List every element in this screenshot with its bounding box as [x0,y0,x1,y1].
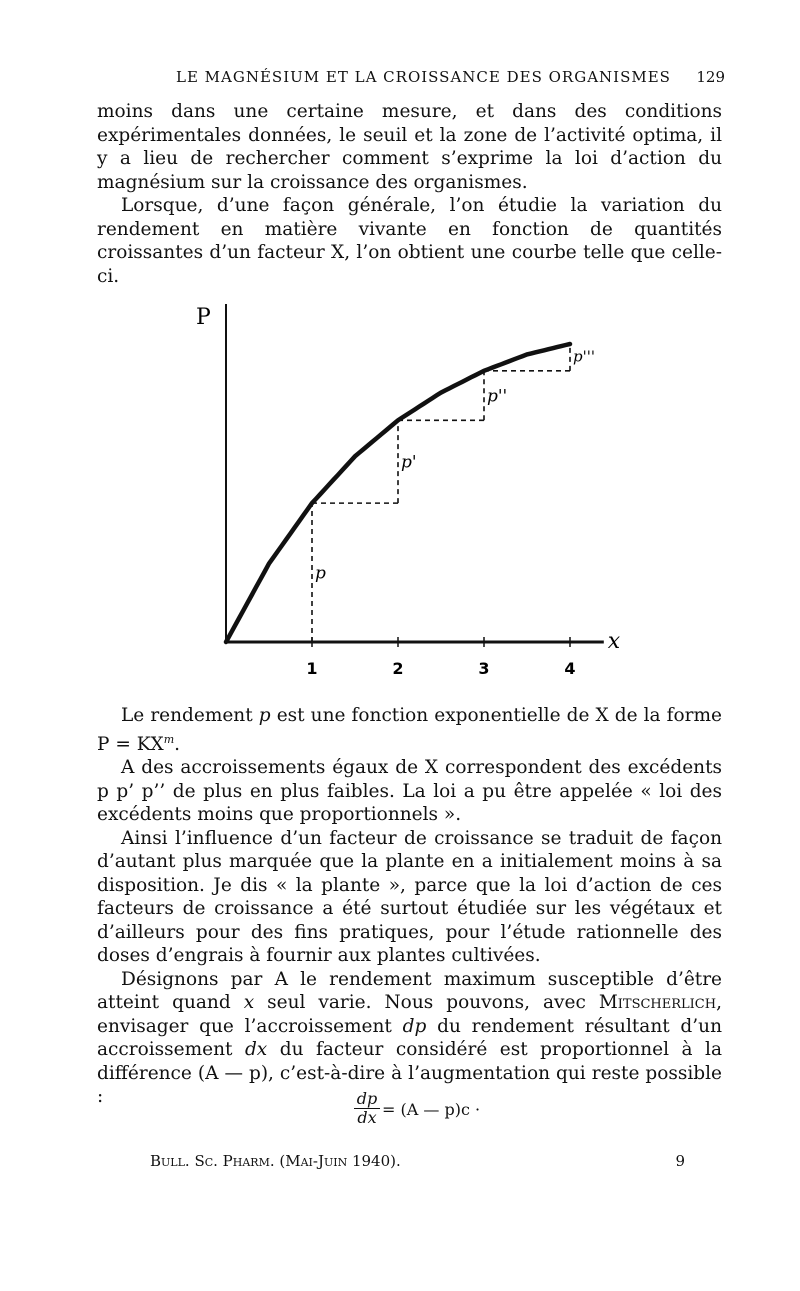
x-tick-label: 3 [478,659,490,678]
p3-part-c: . [174,733,181,755]
p6-part-d: du rendement résultant d’un accroissement [97,1015,722,1061]
p3-part-b: est une fonction exponentielle de X de la forme P = KX [97,705,722,755]
p6-part-c: , envisager que l’accroissement [97,992,722,1037]
p6-part-e: du facteur considéré est proportionnel à la différence (A — p), c’est-à-dire à l’augmentation qui reste possible : [97,1039,722,1108]
x-tick-label: 4 [564,659,576,678]
y-axis-label: P [196,305,211,330]
text-block-bottom [97,704,722,1109]
p6-var-x: x [243,992,255,1014]
paragraph-continuation: moins dans une certaine mesure, et dans des conditions expérimentales données, le seuil et la zone de l’activité optima, il y a lieu de rechercher comment s’exprime la loi d’action du magnésium sur la croissance des organismes. [97,101,722,193]
increment-label: p' [401,452,417,473]
paragraph-mitscherlich [97,968,722,1109]
paragraph-influence: Ainsi l’influence d’un facteur de croissance se traduit de façon d’autant plus marquée que la plante en a initialement moins à sa disposition. Je dis « la plante », parce que la loi d’action de ces facteurs de croissance a été surtout étudiée sur les végétaux et d’ailleurs pour des fins pratiques, pour l’étude rationnelle des doses d’engrais à fournir aux plantes cultivées. [97,827,722,967]
yield-curve-figure [190,296,630,681]
x-axis-label: x [607,629,621,654]
differential-equation [354,1090,494,1130]
p6-var-dx: dx [244,1039,268,1061]
p3-part-a: Le rendement [121,705,253,726]
p3-var-p: p [258,705,271,726]
running-header [120,68,725,92]
p6-part-b: seul varie. Nous pouvons, avec [267,992,586,1014]
p3-exponent: m [163,732,175,746]
journal-citation: Bull. Sc. Pharm. (Mai-Juin 1940). [150,1152,401,1170]
page-number: 129 [696,68,725,86]
fraction-denominator: dx [357,1108,377,1127]
sheet-number: 9 [675,1152,685,1170]
fraction [354,1090,380,1127]
paragraph-curve-intro: Lorsque, d’une façon générale, l’on étudie la variation du rendement en matière vivante en fonction de quantités croissantes d’un facteur X, l’on obtient une courbe telle que celle-ci. [97,195,722,287]
author-name: Mitscherlich [598,992,717,1014]
text-block-top [97,100,722,288]
paragraph-exponential [97,704,722,756]
running-title: LE MAGNÉSIUM ET LA CROISSANCE DES ORGANISMES [176,68,671,86]
increment-label: p'' [487,386,508,407]
paragraph-excedents: A des accroissements égaux de X correspondent des excédents p p’ p’’ de plus en plus faibles. La loi a pu être appelée « loi des excédents moins que proportionnels ». [97,757,722,826]
x-tick-label: 1 [306,659,318,678]
p6-var-dp: dp [402,1015,427,1037]
increment-label: p''' [573,347,595,366]
p6-part-a: Désignons par A le rendement maximum susceptible d’être atteint quand [97,968,722,1014]
equation-rhs: = (A — p)c · [382,1100,481,1119]
x-tick-label: 2 [392,659,404,678]
increment-label: p [315,563,326,584]
fraction-numerator: dp [354,1090,380,1109]
